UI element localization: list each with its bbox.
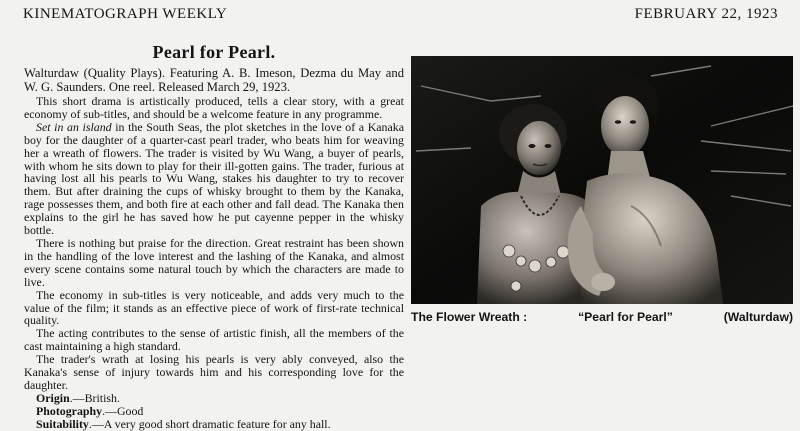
review-direction: There is nothing but praise for the direction. Great restraint has been shown in the handling of the love interest and the lashing of the Kanaka, and almost every scene contains some natural touch by which the characters are made to live.: [24, 235, 404, 289]
caption-still-title: The Flower Wreath :: [411, 310, 528, 324]
spec-origin: Origin.—British.: [36, 390, 120, 405]
review-intro: This short drama is artistically produced, tells a clear story, with a great economy of sub-titles, and should be a welcome feature in any programme.: [24, 94, 404, 121]
review-credits: Walturdaw (Quality Plays). Featuring A. B. Imeson, Dezma du May and W. G. Saunders. One reel. Released March 29, 1923.: [24, 66, 404, 94]
review-wrath: The trader's wrath at losing his pearls is very ably conveyed, also the Kanaka's sense of injury towards him and his corresponding love for the daughter.: [24, 352, 404, 392]
caption-distributor: (Walturdaw): [723, 310, 793, 324]
plot-rest: in the South Seas, the plot sketches in the love of a Kanaka boy for the daughter of a quarter-cast pearl trader, who beats him for weaving her a wreath of flowers. The trader is visited by Wu Wang, a buyer of pearls, with whom he sits down to play for their ill-gotten gains. The trader, furious at having lost all his pearls to Wu Wang, stakes his daughter to try to recover them. But after draining the cups of whisky brought to them by the Kanaka, rage possesses them, and both fire at each other and fall dead. The Kanaka then explains to the girl he has saved how he put cayenne pepper in the whisky bottle.: [24, 119, 405, 238]
film-still-illustration: [411, 56, 793, 304]
review-economy: The economy in sub-titles is very noticeable, and adds very much to the value of the film; it stands as an effective piece of work of first-rate technical quality.: [24, 287, 404, 328]
film-still-photo: [411, 56, 793, 304]
review-acting: The acting contributes to the sense of artistic finish, all the members of the cast maintaining a high standard.: [24, 326, 404, 354]
publication-name: KINEMATOGRAPH WEEKLY: [23, 6, 228, 22]
issue-date: FEBRUARY 22, 1923: [634, 6, 778, 22]
review-title: Pearl for Pearl.: [152, 42, 276, 62]
plot-lead: Set in an island: [36, 119, 112, 134]
caption-film-title: “Pearl for Pearl”: [578, 310, 673, 324]
review-plot: [24, 121, 404, 237]
film-review: [24, 42, 404, 431]
spec-photography: Photography.—Good: [36, 403, 144, 418]
photo-caption: [411, 310, 793, 324]
spec-suitability: Suitability.—A very good short dramatic feature for any hall.: [36, 416, 331, 431]
